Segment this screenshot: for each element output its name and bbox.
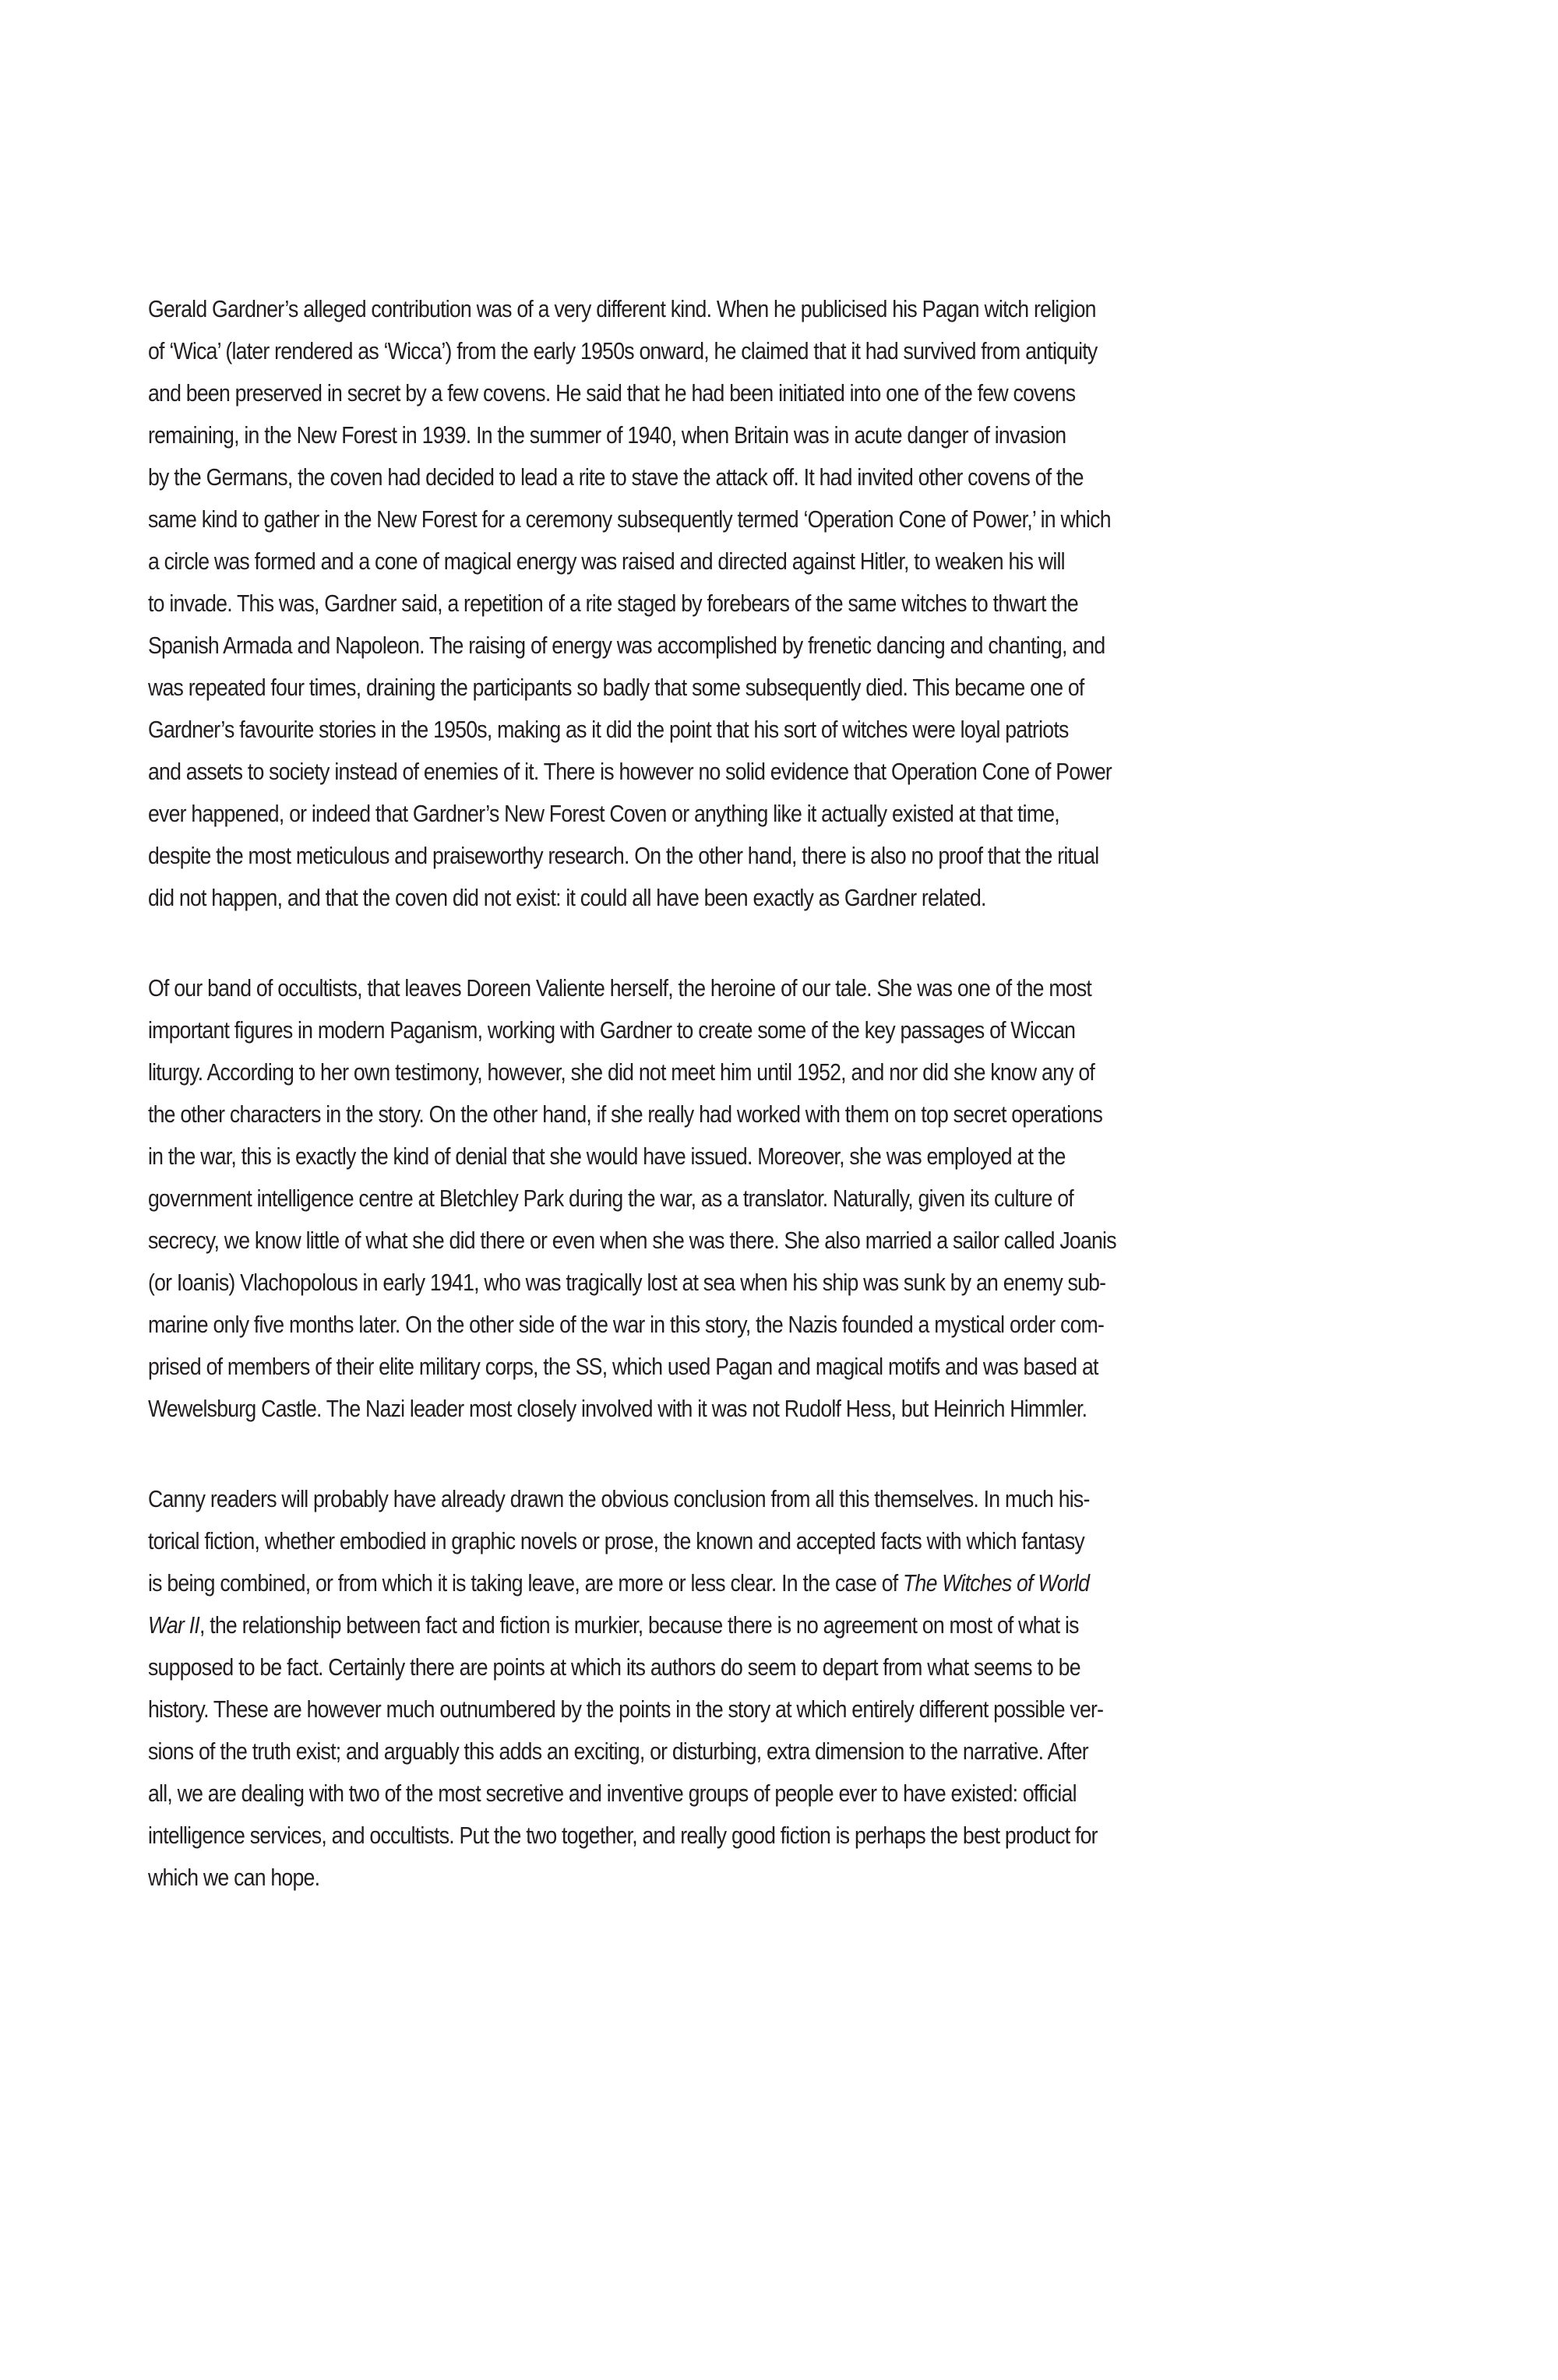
text-line: supposed to be fact. Certainly there are points at which its authors do seem to depart from what seems to be xyxy=(148,1653,1080,1681)
text-line: Spanish Armada and Napoleon. The raising of energy was accomplished by frenetic dancing and chanting, and xyxy=(148,632,1105,659)
text-line: intelligence services, and occultists. Put the two together, and really good fiction is perhaps the best product for xyxy=(148,1822,1098,1849)
text-line: was repeated four times, draining the participants so badly that some subsequently died. This became one of xyxy=(148,674,1084,701)
text-line: did not happen, and that the coven did not exist: it could all have been exactly as Gardner related. xyxy=(148,884,986,911)
text-line: history. These are however much outnumbered by the points in the story at which entirely different possible ver- xyxy=(148,1695,1104,1723)
text-line: same kind to gather in the New Forest for a ceremony subsequently termed ‘Operation Cone of Power,’ in which xyxy=(148,505,1111,533)
text-line xyxy=(148,1562,1267,1604)
text-line: secrecy, we know little of what she did there or even when she was there. She also married a sailor called Joanis xyxy=(148,1227,1116,1254)
text-line: a circle was formed and a cone of magical energy was raised and directed against Hitler, to weaken his will xyxy=(148,547,1065,575)
text-line: torical fiction, whether embodied in graphic novels or prose, the known and accepted facts with which fantasy xyxy=(148,1527,1084,1554)
text-line: by the Germans, the coven had decided to lead a rite to stave the attack off. It had invited other covens of the xyxy=(148,463,1084,491)
book-title: The Witches of World xyxy=(903,1569,1090,1597)
text-line: in the war, this is exactly the kind of denial that she would have issued. Moreover, she was employed at the xyxy=(148,1142,1066,1170)
text-line: Of our band of occultists, that leaves Doreen Valiente herself, the heroine of our tale. She was one of the most xyxy=(148,974,1092,1002)
text-line: marine only five months later. On the other side of the war in this story, the Nazis founded a mystical order com- xyxy=(148,1311,1105,1338)
text-run: , the relationship between fact and fiction is murkier, because there is no agreement on most of what is xyxy=(199,1611,1079,1639)
text-line: liturgy. According to her own testimony, however, she did not meet him until 1952, and nor did she know any of xyxy=(148,1058,1095,1086)
text-line: the other characters in the story. On the other hand, if she really had worked with them on top secret operations xyxy=(148,1100,1103,1128)
text-line: (or Ioanis) Vlachopolous in early 1941, who was tragically lost at sea when his ship was sunk by an enemy sub- xyxy=(148,1269,1106,1296)
text-line: Gerald Gardner’s alleged contribution was of a very different kind. When he publicised his Pagan witch religion xyxy=(148,295,1096,322)
text-line: and been preserved in secret by a few covens. He said that he had been initiated into one of the few covens xyxy=(148,379,1076,407)
text-run: is being combined, or from which it is taking leave, are more or less clear. In the case of xyxy=(148,1569,904,1597)
text-line: important figures in modern Paganism, working with Gardner to create some of the key passages of Wiccan xyxy=(148,1016,1076,1044)
text-line: prised of members of their elite military corps, the SS, which used Pagan and magical motifs and was based at xyxy=(148,1353,1098,1380)
text-line: to invade. This was, Gardner said, a repetition of a rite staged by forebears of the same witches to thwart the xyxy=(148,590,1078,617)
text-line: government intelligence centre at Bletchley Park during the war, as a translator. Naturally, given its culture of xyxy=(148,1185,1073,1212)
text-line: Gardner’s favourite stories in the 1950s, making as it did the point that his sort of witches were loyal patriots xyxy=(148,716,1069,743)
text-line: despite the most meticulous and praiseworthy research. On the other hand, there is also no proof that the ritual xyxy=(148,842,1099,869)
text-line: Wewelsburg Castle. The Nazi leader most closely involved with it was not Rudolf Hess, but Heinrich Himmler. xyxy=(148,1395,1087,1422)
text-line: remaining, in the New Forest in 1939. In the summer of 1940, when Britain was in acute danger of invasion xyxy=(148,421,1066,449)
text-line: sions of the truth exist; and arguably this adds an exciting, or disturbing, extra dimension to the narrative. After xyxy=(148,1737,1088,1765)
paragraph-valiente xyxy=(148,967,1267,1430)
paragraph-conclusion xyxy=(148,1478,1267,1899)
page-body xyxy=(148,288,1267,1947)
paragraph-gardner xyxy=(148,288,1267,919)
text-line xyxy=(148,1604,1267,1646)
text-line: ever happened, or indeed that Gardner’s New Forest Coven or anything like it actually existed at that time, xyxy=(148,800,1059,827)
text-line: all, we are dealing with two of the most secretive and inventive groups of people ever to have existed: official xyxy=(148,1780,1077,1807)
book-title: War II xyxy=(148,1611,199,1639)
text-line: which we can hope. xyxy=(148,1864,320,1891)
text-line: of ‘Wica’ (later rendered as ‘Wicca’) from the early 1950s onward, he claimed that it had survived from antiquity xyxy=(148,337,1098,364)
text-line: and assets to society instead of enemies of it. There is however no solid evidence that Operation Cone of Power xyxy=(148,758,1112,785)
text-line: Canny readers will probably have already drawn the obvious conclusion from all this themselves. In much his- xyxy=(148,1485,1090,1512)
